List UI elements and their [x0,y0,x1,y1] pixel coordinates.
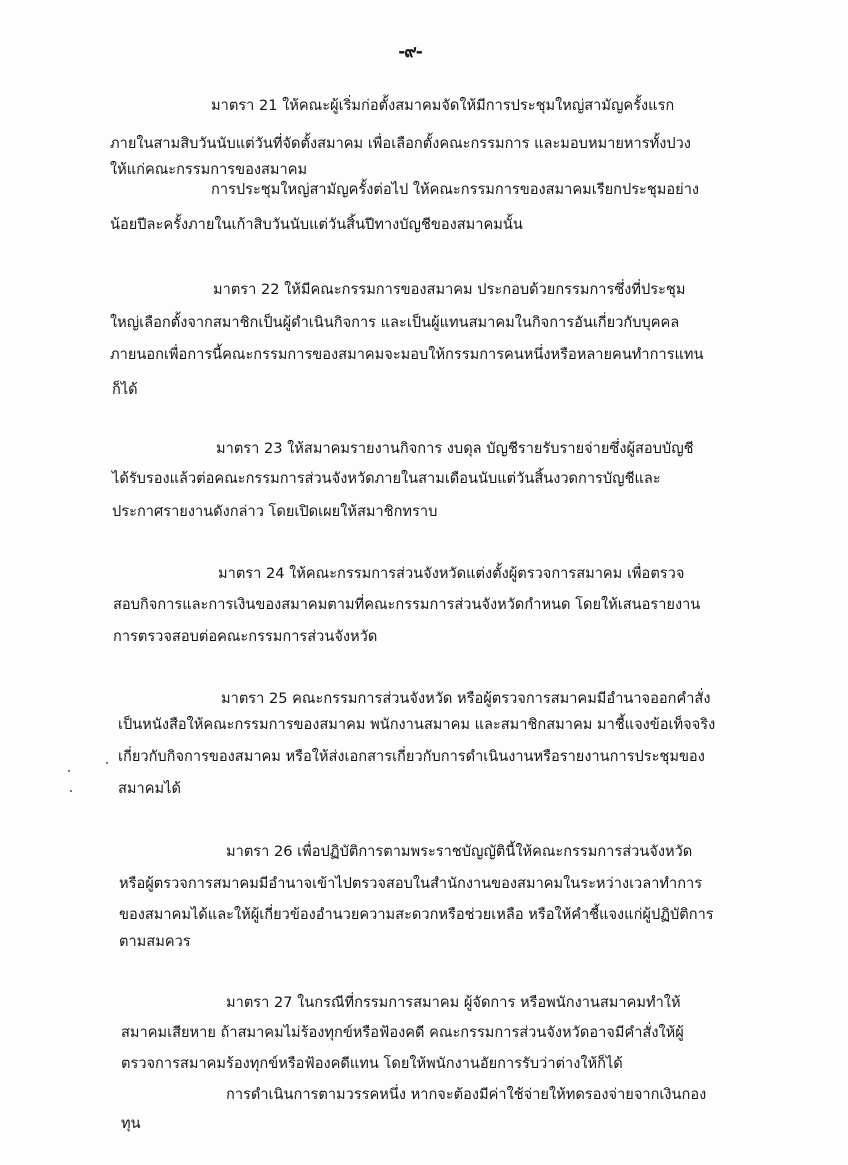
text-line: ของสมาคมได้และให้ผู้เกี่ยวข้องอำนวยความสะดวกหรือช่วยเหลือ หรือให้คำชี้แจงแก่ผู้ปฏิบัติการ [119,906,714,923]
text-line: ให้แก่คณะกรรมการของสมาคม [110,161,308,178]
scan-speck [106,762,108,764]
text-line: ได้รับรองแล้วต่อคณะกรรมการส่วนจังหวัดภายในสามเดือนนับแต่วันสิ้นงวดการบัญชีและ [112,470,661,487]
text-line: สมาคมได้ [118,780,181,797]
text-line: การดำเนินการตามวรรคหนึ่ง หากจะต้องมีค่าใช้จ่ายให้ทดรองจ่ายจากเงินกอง [226,1086,707,1103]
text-line: ภายในสามสิบวันนับแต่วันที่จัดตั้งสมาคม เพื่อเลือกตั้งคณะกรรมการ และมอบหมายหารทั้งปวง [110,135,691,152]
text-line: มาตรา 21 ให้คณะผู้เริ่มก่อตั้งสมาคมจัดให้มีการประชุมใหญ่สามัญครั้งแรก [211,97,675,114]
text-line: มาตรา 22 ให้มีคณะกรรมการของสมาคม ประกอบด้วยกรรมการซึ่งที่ประชุม [213,281,686,298]
text-line: น้อยปีละครั้งภายในเก้าสิบวันนับแต่วันสิ้นปีทางบัญชีของสมาคมนั้น [110,216,523,233]
text-line: ก็ได้ [112,381,138,398]
text-line: มาตรา 23 ให้สมาคมรายงานกิจการ งบดุล บัญชีรายรับรายจ่ายซึ่งผู้สอบบัญชี [216,440,694,457]
text-line: สอบกิจการและการเงินของสมาคมตามที่คณะกรรมการส่วนจังหวัดกำหนด โดยให้เสนอรายงาน [113,596,701,613]
text-line: เกี่ยวกับกิจการของสมาคม หรือให้ส่งเอกสารเกี่ยวกับการดำเนินงานหรือรายงานการประชุมของ [118,748,705,765]
page-number: -๙- [398,42,422,62]
text-line: ประกาศรายงานดังกล่าว โดยเปิดเผยให้สมาชิกทราบ [112,503,438,520]
text-line: ภายนอกเพื่อการนี้คณะกรรมการของสมาคมจะมอบให้กรรมการคนหนึ่งหรือหลายคนทำการแทน [110,346,704,363]
text-line: ตามสมควร [119,933,191,950]
text-line: ทุน [121,1115,141,1132]
scan-speck [70,790,72,792]
text-line: เป็นหนังสือให้คณะกรรมการของสมาคม พนักงานสมาคม และสมาชิกสมาคม มาชี้แจงข้อเท็จจริง [118,716,716,733]
text-line: การตรวจสอบต่อคณะกรรมการส่วนจังหวัด [113,628,378,645]
text-line: มาตรา 27 ในกรณีที่กรรมการสมาคม ผู้จัดการ หรือพนักงานสมาคมทำให้ [226,994,681,1011]
text-line: มาตรา 25 คณะกรรมการส่วนจังหวัด หรือผู้ตรวจการสมาคมมีอำนาจออกคำสั่ง [221,690,711,707]
text-line: สมาคมเสียหาย ถ้าสมาคมไม่ร้องทุกข์หรือฟ้องคดี คณะกรรมการส่วนจังหวัดอาจมีคำสั่งให้ผู้ [121,1024,684,1041]
text-line: ตรวจการสมาคมร้องทุกข์หรือฟ้องคดีแทน โดยให้พนักงานอัยการรับว่าต่างให้ก็ได้ [121,1055,623,1072]
text-line: หรือผู้ตรวจการสมาคมมีอำนาจเข้าไปตรวจสอบในสำนักงานของสมาคมในระหว่างเวลาทำการ [119,875,703,892]
scan-speck [68,770,70,772]
text-line: มาตรา 26 เพื่อปฏิบัติการตามพระราชบัญญัตินี้ให้คณะกรรมการส่วนจังหวัด [226,843,693,860]
text-line: ใหญ่เลือกตั้งจากสมาชิกเป็นผู้ดำเนินกิจการ และเป็นผู้แทนสมาคมในกิจการอันเกี่ยวกับบุคคล [110,314,680,331]
text-line: มาตรา 24 ให้คณะกรรมการส่วนจังหวัดแต่งตั้งผู้ตรวจการสมาคม เพื่อตรวจ [218,565,685,582]
text-line: การประชุมใหญ่สามัญครั้งต่อไป ให้คณะกรรมการของสมาคมเรียกประชุมอย่าง [211,181,700,198]
